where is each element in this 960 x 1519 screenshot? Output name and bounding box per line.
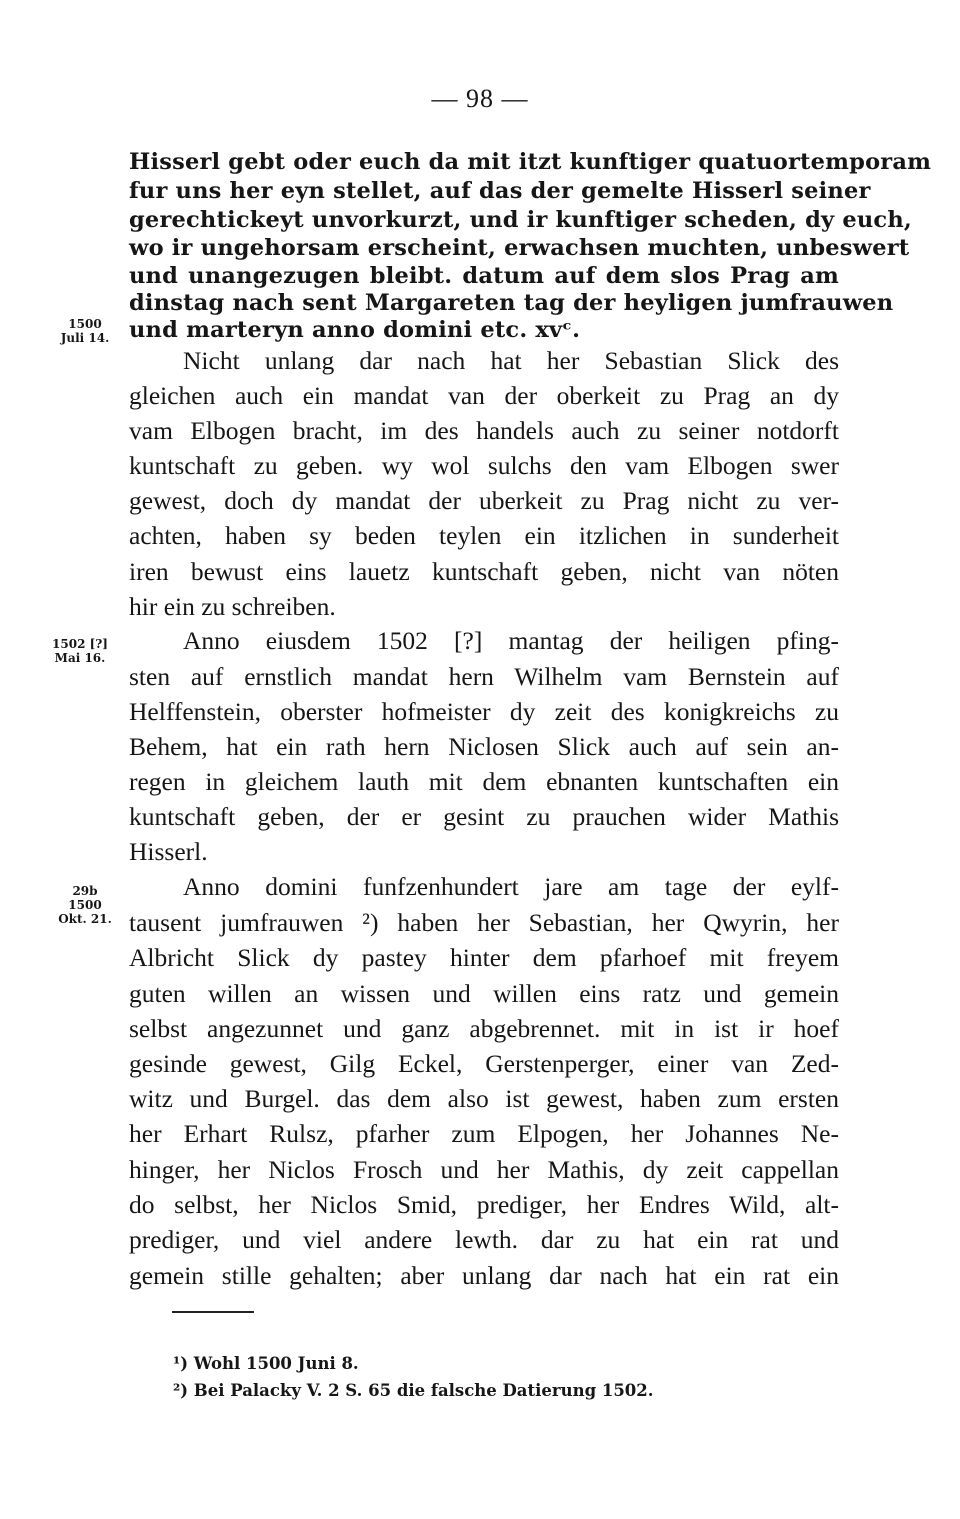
text-line: Anno domini funfzenhundert jare am tage der eylf-	[183, 872, 839, 901]
text-line: gemein stille gehalten; aber unlang dar nach hat ein rat ein	[129, 1261, 839, 1290]
text-line: Helffenstein, oberster hofmeister dy zeit des konigkreichs zu	[129, 697, 839, 726]
margin-note	[40, 884, 130, 926]
margin-note-line: 1502 [?]	[52, 637, 108, 651]
text-line: kuntschaft geben, der er gesint zu prauchen wider Mathis	[129, 802, 839, 831]
text-line: sten auf ernstlich mandat hern Wilhelm vam Bernstein auf	[129, 662, 839, 691]
text-line: gewest, doch dy mandat der uberkeit zu Prag nicht zu ver-	[129, 486, 839, 515]
text-line: her Erhart Rulsz, pfarher zum Elpogen, her Johannes Ne-	[129, 1119, 839, 1148]
text-line: Albricht Slick dy pastey hinter dem pfarhoef mit freyem	[129, 943, 839, 972]
text-line: achten, haben sy beden teylen ein itzlichen in sunderheit	[129, 521, 839, 550]
text-line: hinger, her Niclos Frosch und her Mathis, dy zeit cappellan	[129, 1155, 839, 1184]
text-line: selbst angezunnet und ganz abgebrennet. mit in ist ir hoef	[129, 1014, 839, 1043]
text-line: iren bewust eins lauetz kuntschaft geben, nicht van nöten	[129, 557, 839, 586]
margin-note-line: 1500	[68, 317, 102, 331]
text-line: gesinde gewest, Gilg Eckel, Gerstenperger, einer van Zed-	[129, 1049, 839, 1078]
text-line: Hisserl.	[129, 837, 208, 866]
text-line: gerechtickeyt unvorkurzt, und ir kunftiger scheden, dy euch,	[129, 207, 912, 233]
page-number: — 98 —	[431, 84, 529, 113]
text-line: hir ein zu schreiben.	[129, 592, 336, 621]
text-line: kuntschaft zu geben. wy wol sulchs den vam Elbogen swer	[129, 451, 839, 480]
footnote: ²) Bei Palacky V. 2 S. 65 die falsche Datierung 1502.	[173, 1381, 654, 1400]
margin-note-line: Mai 16.	[54, 651, 106, 665]
text-line: fur uns her eyn stellet, auf das der gemelte Hisserl seiner	[129, 178, 871, 204]
text-line: vam Elbogen bracht, im des handels auch zu seiner notdorft	[129, 416, 839, 445]
text-line: tausent jumfrauwen ²) haben her Sebastian, her Qwyrin, her	[129, 908, 839, 937]
text-line: und marteryn anno domini etc. xvᶜ.	[129, 317, 581, 343]
margin-note-line: 29b	[72, 884, 98, 898]
margin-note-line: 1500	[68, 898, 102, 912]
text-line: Behem, hat ein rath hern Niclosen Slick auch auf sein an-	[129, 732, 839, 761]
text-line: Anno eiusdem 1502 [?] mantag der heiligen pfing-	[183, 626, 839, 655]
text-line: witz und Burgel. das dem also ist gewest, haben zum ersten	[129, 1084, 839, 1113]
margin-note	[40, 317, 130, 345]
text-line: regen in gleichem lauth mit dem ebnanten kuntschaften ein	[129, 767, 839, 796]
footnote-rule	[172, 1311, 254, 1313]
text-line: dinstag nach sent Margareten tag der heyligen jumfrauwen	[129, 290, 894, 316]
footnote: ¹) Wohl 1500 Juni 8.	[173, 1354, 359, 1373]
margin-note-line: Juli 14.	[60, 331, 110, 345]
text-line: gleichen auch ein mandat van der oberkeit zu Prag an dy	[129, 381, 839, 410]
text-line: guten willen an wissen und willen eins ratz und gemein	[129, 979, 839, 1008]
margin-note	[35, 637, 125, 665]
text-line: prediger, und viel andere lewth. dar zu hat ein rat und	[129, 1225, 839, 1254]
margin-note-line: Okt. 21.	[58, 912, 112, 926]
text-line: do selbst, her Niclos Smid, prediger, her Endres Wild, alt-	[129, 1190, 839, 1219]
text-line: Hisserl gebt oder euch da mit itzt kunftiger quatuortemporam	[129, 149, 932, 175]
text-line: wo ir ungehorsam erscheint, erwachsen muchten, unbeswert	[129, 235, 910, 261]
text-line: und unangezugen bleibt. datum auf dem slos Prag am	[129, 263, 839, 289]
text-line: Nicht unlang dar nach hat her Sebastian Slick des	[183, 346, 839, 375]
